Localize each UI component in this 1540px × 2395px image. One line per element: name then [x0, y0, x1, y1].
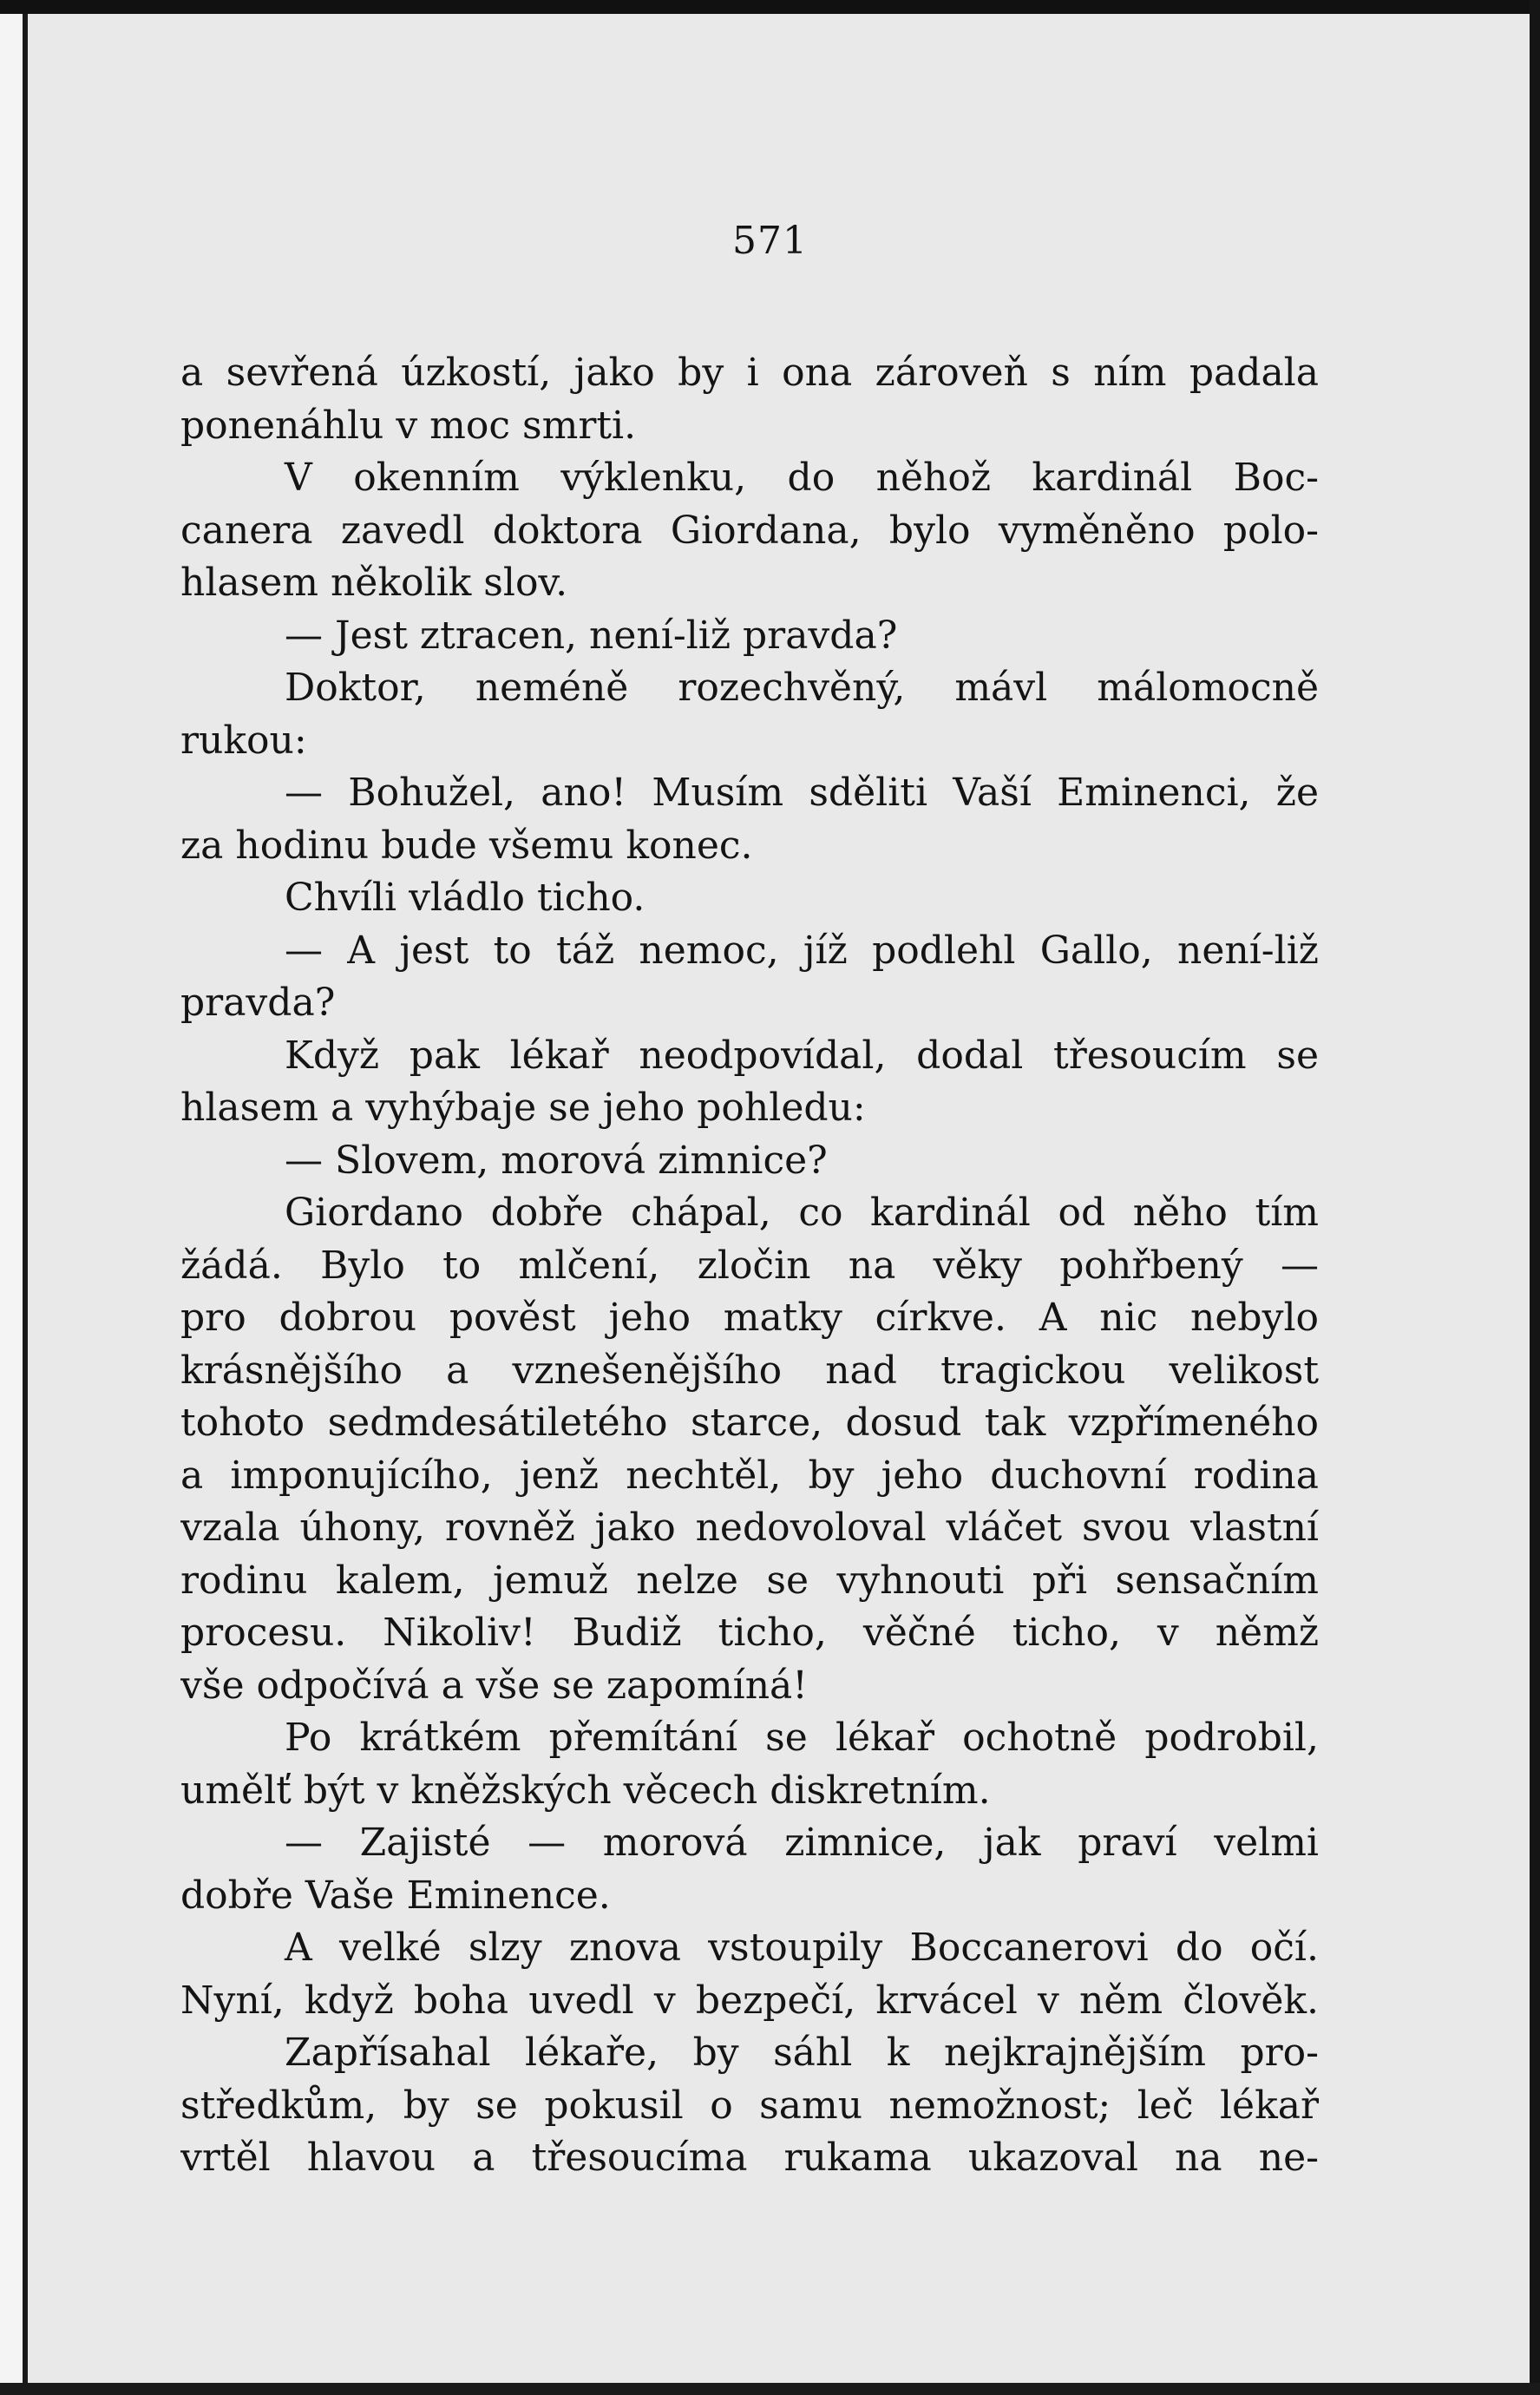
- text-line: dobře Vaše Eminence.: [180, 1873, 611, 1918]
- text-line: vše odpočívá a vše se zapomíná!: [180, 1663, 808, 1708]
- text-line: a sevřená úzkostí, jako by i ona zároveň s ním padala: [180, 351, 1319, 395]
- text-line: vzala úhony, rovněž jako nedovoloval vláčet svou vlastní: [180, 1506, 1319, 1550]
- left-margin-strip: [0, 0, 23, 2395]
- text-line: rukou:: [180, 718, 307, 763]
- text-line: vrtěl hlavou a třesoucíma rukama ukazoval na ne-: [180, 2136, 1319, 2180]
- text-line: A velké slzy znova vstoupily Boccanerovi do očí.: [285, 1926, 1319, 1970]
- text-line: ponenáhlu v moc smrti.: [180, 403, 637, 448]
- text-line: krásnějšího a vznešenějšího nad tragickou velikost: [180, 1348, 1319, 1393]
- text-line: rodinu kalem, jemuž nelze se vyhnouti při sensačním: [180, 1558, 1319, 1603]
- text-line: — A jest to táž nemoc, jíž podlehl Gallo, není-liž: [285, 928, 1319, 973]
- text-line: žádá. Bylo to mlčení, zločin na věky pohřbený —: [180, 1243, 1319, 1288]
- text-line: Giordano dobře chápal, co kardinál od něho tím: [285, 1191, 1319, 1235]
- left-scan-edge: [23, 0, 28, 2395]
- text-line: umělť být v kněžských věcech diskretním.: [180, 1768, 991, 1813]
- text-line: Nyní, když boha uvedl v bezpečí, krvácel v něm člověk.: [180, 1978, 1319, 2023]
- text-line: a imponujícího, jenž nechtěl, by jeho duchovní rodina: [180, 1453, 1319, 1498]
- page-number: 571: [732, 219, 808, 263]
- text-line: Po krátkém přemítání se lékař ochotně podrobil,: [285, 1716, 1319, 1760]
- text-line: Chvíli vládlo ticho.: [285, 876, 645, 920]
- text-line: — Bohužel, ano! Musím sděliti Vaší Eminenci, že: [285, 771, 1319, 815]
- text-line: pro dobrou pověst jeho matky církve. A nic nebylo: [180, 1296, 1319, 1340]
- text-line: V okenním výklenku, do něhož kardinál Boc-: [285, 456, 1319, 500]
- text-line: procesu. Nikoliv! Budiž ticho, věčné ticho, v němž: [180, 1611, 1319, 1655]
- top-scan-edge: [0, 0, 1540, 14]
- text-line: Když pak lékař neodpovídal, dodal třesoucím se: [285, 1033, 1319, 1078]
- right-scan-edge: [1530, 0, 1540, 2395]
- text-line: Zapřísahal lékaře, by sáhl k nejkrajnějším pro-: [285, 2031, 1319, 2075]
- text-line: hlasem několik slov.: [180, 561, 568, 605]
- text-line: pravda?: [180, 981, 336, 1025]
- text-line: hlasem a vyhýbaje se jeho pohledu:: [180, 1086, 866, 1130]
- text-line: tohoto sedmdesátiletého starce, dosud tak vzpřímeného: [180, 1401, 1319, 1445]
- bottom-scan-edge: [0, 2383, 1540, 2395]
- text-line: — Slovem, morová zimnice?: [285, 1138, 828, 1183]
- body-text: [180, 347, 1319, 2185]
- text-line: — Zajisté — morová zimnice, jak praví velmi: [285, 1821, 1319, 1865]
- text-line: středkům, by se pokusil o samu nemožnost; leč lékař: [180, 2083, 1319, 2128]
- text-line: za hodinu bude všemu konec.: [180, 823, 753, 868]
- text-line: Doktor, neméně rozechvěný, mávl málomocně: [285, 666, 1319, 710]
- text-line: canera zavedl doktora Giordana, bylo vyměněno polo-: [180, 508, 1319, 553]
- text-line: — Jest ztracen, není-liž pravda?: [285, 613, 898, 658]
